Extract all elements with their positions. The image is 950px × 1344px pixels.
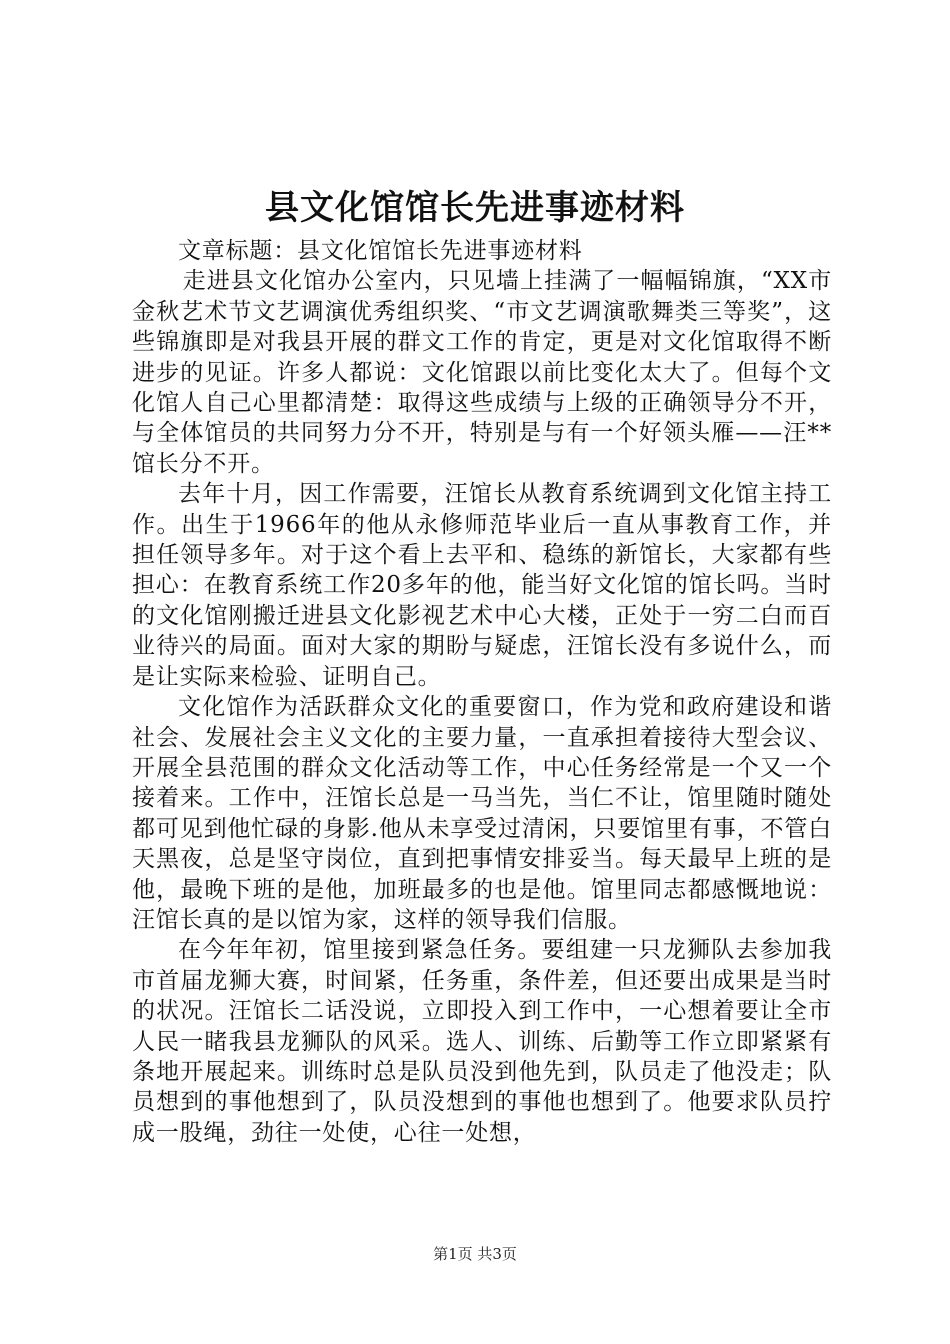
paragraph-article-title: 文章标题：县文化馆馆长先进事迹材料 xyxy=(178,238,583,264)
page-number-footer: 第1页 共3页 xyxy=(433,1245,517,1263)
document-title: 县文化馆馆长先进事迹材料 xyxy=(265,188,685,228)
document-body xyxy=(132,236,832,1148)
paragraph-background: 去年十月，因工作需要，汪馆长从教育系统调到文化馆主持工作。出生于1966年的他从永修师范毕业后一直从事教育工作，并担任领导多年。对于这个看上去平和、稳练的新馆长，大家都有些担心：在教育系统工作20多年的他，能当好文化馆的馆长吗。当时的文化馆刚搬迁进县文化影视艺术中心大楼，正处于一穷二白而百业待兴的局面。面对大家的期盼与疑虑，汪馆长没有多说什么，而是让实际来检验、证明自己。 xyxy=(132,481,832,690)
paragraph-dragon-lion-team: 在今年年初，馆里接到紧急任务。要组建一只龙狮队去参加我市首届龙狮大赛，时间紧，任务重，条件差，但还要出成果是当时的状况。汪馆长二话没说，立即投入到工作中，一心想着要让全市人民一睹我县龙狮队的风采。选人、训练、后勤等工作立即紧紧有条地开展起来。训练时总是队员没到他先到，队员走了他没走；队员想到的事他想到了，队员没想到的事他也想到了。他要求队员拧成一股绳，劲往一处使，心往一处想， xyxy=(132,937,832,1146)
paragraph-intro: 走进县文化馆办公室内，只见墙上挂满了一幅幅锦旗，“XX市金秋艺术节文艺调演优秀组织奖、“市文艺调演歌舞类三等奖”，这些锦旗即是对我县开展的群文工作的肯定，更是对文化馆取得不断进步的见证。许多人都说：文化馆跟以前比变化太大了。但每个文化馆人自己心里都清楚：取得这些成绩与上级的正确领导分不开，与全体馆员的共同努力分不开，特别是与有一个好领头雁——汪**馆长分不开。 xyxy=(132,268,832,477)
paragraph-work-attitude: 文化馆作为活跃群众文化的重要窗口，作为党和政府建设和谐社会、发展社会主义文化的主要力量，一直承担着接待大型会议、开展全县范围的群众文化活动等工作，中心任务经常是一个又一个接着来。工作中，汪馆长总是一马当先，当仁不让，馆里随时随处都可见到他忙碌的身影.他从未享受过清闲，只要馆里有事，不管白天黑夜，总是坚守岗位，直到把事情安排妥当。每天最早上班的是他，最晚下班的是他，加班最多的也是他。馆里同志都感慨地说：汪馆长真的是以馆为家，这样的领导我们信服。 xyxy=(132,694,832,933)
